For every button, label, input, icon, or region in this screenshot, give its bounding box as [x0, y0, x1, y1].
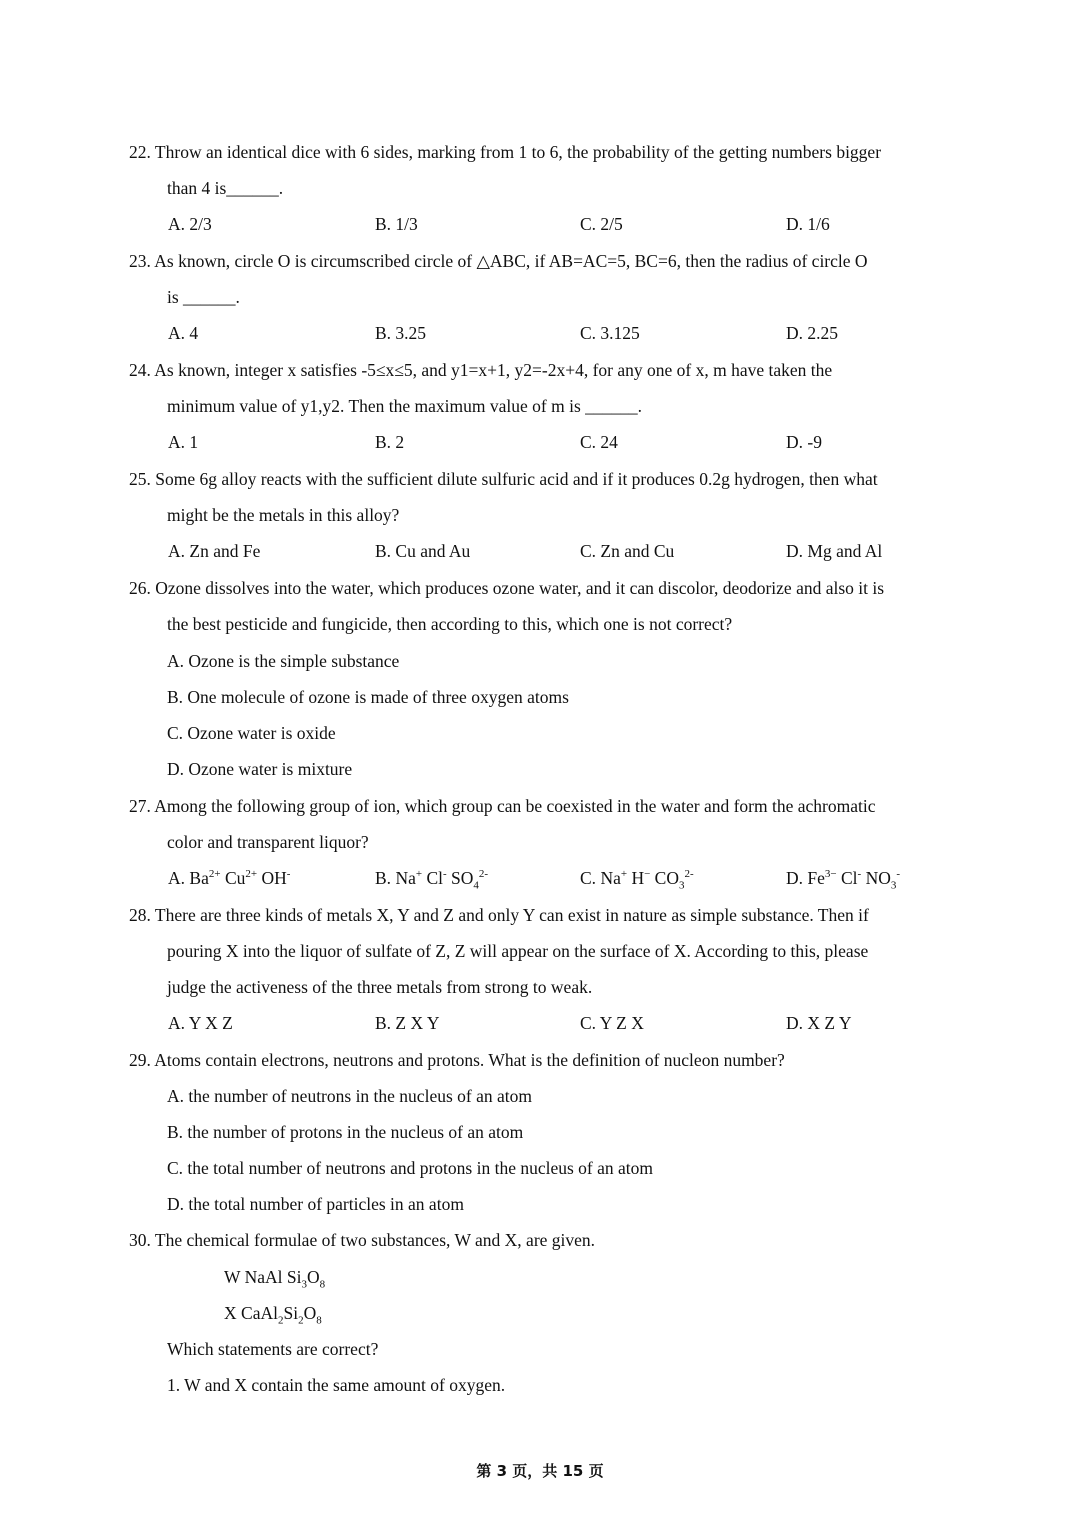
ion: Cl-	[426, 868, 447, 888]
option-label: D.	[786, 868, 804, 888]
question-29-option-d: D. the total number of particles in an atom	[167, 1194, 464, 1214]
option-c: C. Zn and Cu	[580, 541, 675, 561]
option-b: B. Cu and Au	[375, 541, 471, 561]
question-30-statement-1: 1. W and X contain the same amount of oxygen.	[167, 1375, 506, 1395]
ion: $Fe^{3-}$	[807, 868, 837, 888]
question-26-text-line-2: the best pesticide and fungicide, then according to this, which one is not correct?	[167, 614, 733, 634]
question-27-options	[0, 867, 1080, 892]
option-a: A. 4	[168, 323, 199, 343]
question-25-options	[0, 540, 1080, 562]
question-24-options	[0, 431, 1080, 453]
formula-x: X $CaAl_2Si_2O_8$	[224, 1303, 322, 1327]
question-26-option-a: A. Ozone is the simple substance	[167, 651, 400, 671]
option-a: A. 1	[168, 432, 199, 452]
option-d: D. -9	[786, 432, 822, 452]
question-30-text-line-1: 30. The chemical formulae of two substances, W and X, are given.	[129, 1230, 596, 1250]
ion: $Ba^{2+}$	[189, 868, 221, 888]
option-c: C. 2/5	[580, 214, 623, 234]
formula-w: W NaAl $Si_3O_8$	[224, 1267, 326, 1291]
formula-name: W	[224, 1267, 241, 1287]
option-b: B. Z X Y	[375, 1013, 440, 1033]
option-d: D. 2.25	[786, 323, 839, 343]
ion: $NO_3^-$	[865, 868, 901, 892]
question-25-text-line-2: might be the metals in this alloy?	[167, 505, 400, 525]
option-label: B.	[375, 868, 392, 888]
page-number-footer: 第 3 页，共 15 页	[476, 1462, 604, 1480]
question-26-text-line-1: 26. Ozone dissolves into the water, which produces ozone water, and it can discolor, deodorize and also it is	[129, 578, 885, 598]
option-a: A. 2/3	[168, 214, 212, 234]
question-26-option-c: C. Ozone water is oxide	[167, 723, 336, 743]
question-26-option-b: B. One molecule of ozone is made of three oxygen atoms	[167, 687, 569, 707]
option-c: C. 24	[580, 432, 618, 452]
option-a: A. Zn and Fe	[168, 541, 261, 561]
question-28-options	[0, 1012, 1080, 1034]
question-27-text-line-1: 27. Among the following group of ion, which group can be coexisted in the water and form the achromatic	[129, 796, 876, 816]
ion: $Cu^{2+}$	[224, 868, 258, 888]
question-23-text-line-1: 23. As known, circle O is circumscribed circle of △ABC, if AB=AC=5, BC=6, then the radius of circle O	[129, 251, 868, 271]
ion: $CO_3^{2-}$	[654, 868, 694, 892]
question-25-text-line-1: 25. Some 6g alloy reacts with the sufficient dilute sulfuric acid and if it produces 0.2g hydrogen, then what	[129, 469, 878, 489]
question-23-text-line-2: is ______.	[167, 287, 240, 307]
option-b: B. 3.25	[375, 323, 427, 343]
question-29-option-c: C. the total number of neutrons and protons in the nucleus of an atom	[167, 1158, 654, 1178]
ion: H−	[631, 868, 651, 888]
ion: Na+	[600, 868, 628, 888]
ion: OH-	[261, 868, 291, 888]
ion: Na+	[395, 868, 423, 888]
ion: $SO_4^{2-}$	[451, 868, 489, 892]
option-b	[375, 867, 489, 892]
question-28-text-line-3: judge the activeness of the three metals from strong to weak.	[167, 977, 593, 997]
option-d	[786, 867, 901, 892]
option-d: D. X Z Y	[786, 1013, 852, 1033]
option-b: B. 1/3	[375, 214, 418, 234]
option-label: A.	[168, 868, 186, 888]
question-28-text-line-1: 28. There are three kinds of metals X, Y and Z and only Y can exist in nature as simple substance. Then if	[129, 905, 869, 925]
option-c	[580, 867, 694, 892]
question-27-text-line-2: color and transparent liquor?	[167, 832, 369, 852]
option-d: D. 1/6	[786, 214, 830, 234]
ion: Cl-	[840, 868, 862, 888]
question-22-text-line-1: 22. Throw an identical dice with 6 sides, marking from 1 to 6, the probability of the getting numbers bigger	[129, 142, 882, 162]
option-a	[168, 867, 290, 889]
question-28-text-line-2: pouring X into the liquor of sulfate of Z, Z will appear on the surface of X. According to this, please	[167, 941, 869, 961]
option-a: A. Y X Z	[168, 1013, 233, 1033]
question-22-text-line-2: than 4 is______.	[167, 178, 284, 198]
question-23-options	[0, 322, 1080, 344]
option-c: C. 3.125	[580, 323, 640, 343]
formula-name: X	[224, 1303, 237, 1323]
question-26-option-d: D. Ozone water is mixture	[167, 759, 353, 779]
option-label: C.	[580, 868, 597, 888]
option-b: B. 2	[375, 432, 405, 452]
question-24-text-line-1: 24. As known, integer x satisfies -5≤x≤5, and y1=x+1, y2=-2x+4, for any one of x, m have taken the	[129, 360, 833, 380]
question-29-text-line-1: 29. Atoms contain electrons, neutrons and protons. What is the definition of nucleon number?	[129, 1050, 785, 1070]
question-30-prompt: Which statements are correct?	[167, 1339, 379, 1359]
question-22-options	[0, 213, 1080, 235]
question-24-text-line-2: minimum value of y1,y2. Then the maximum value of m is ______.	[167, 396, 643, 416]
option-d: D. Mg and Al	[786, 541, 883, 561]
option-c: C. Y Z X	[580, 1013, 644, 1033]
question-29-option-b: B. the number of protons in the nucleus of an atom	[167, 1122, 524, 1142]
question-29-option-a: A. the number of neutrons in the nucleus of an atom	[167, 1086, 532, 1106]
